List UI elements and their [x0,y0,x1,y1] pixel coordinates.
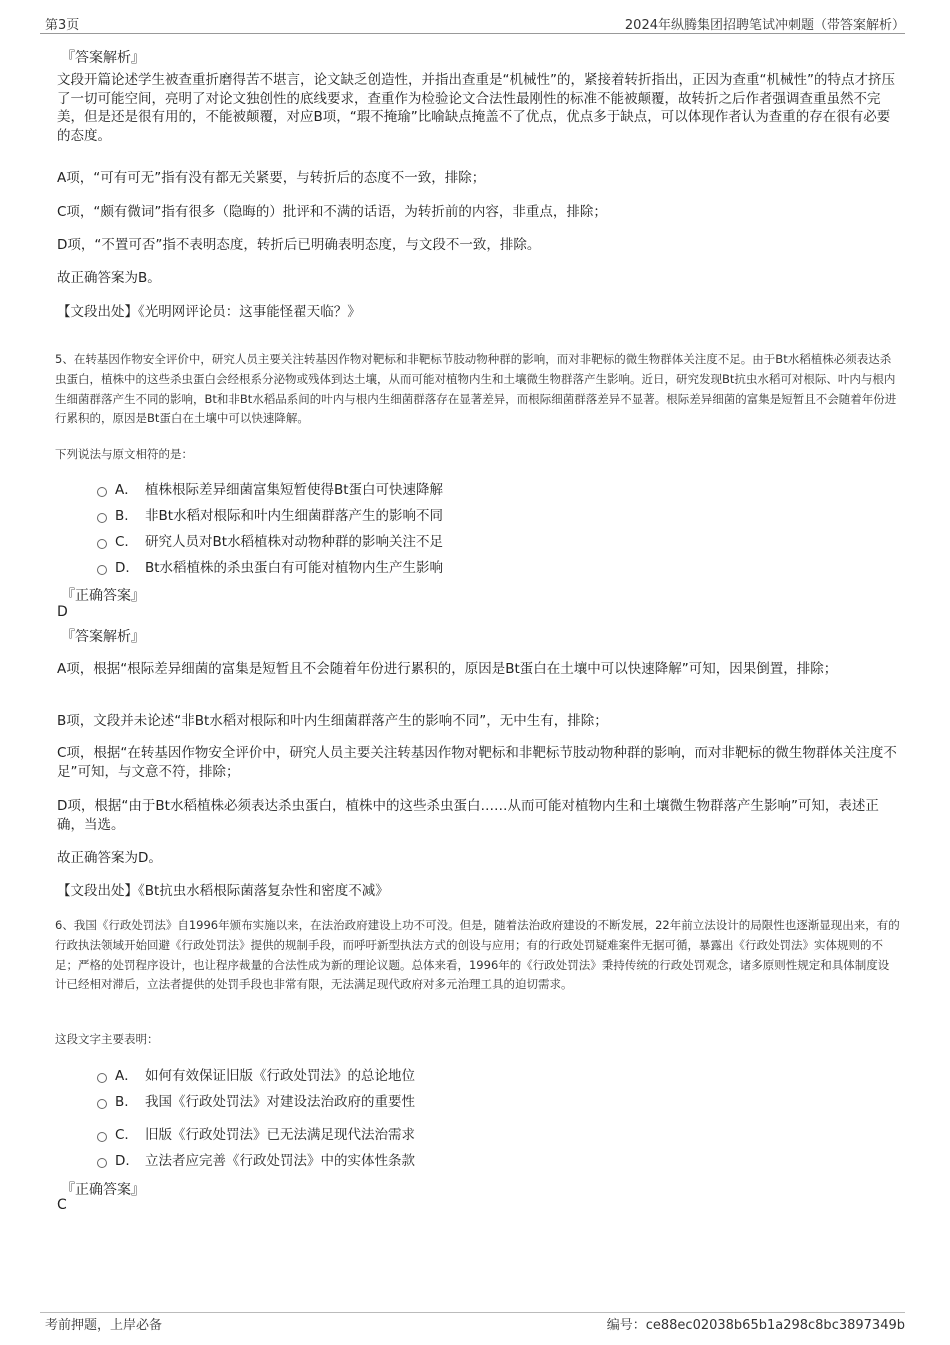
page-number: 第3页 [45,18,80,33]
option-b[interactable]: B. 我国《行政处罚法》对建设法治政府的重要性 [97,1093,415,1111]
analysis-option-d: D项，“不置可否”指不表明态度，转折后已明确表明态度，与文段不一致，排除。 [57,237,541,253]
analysis-option-a: A项，“可有可无”指有没有都无关紧要，与转折后的态度不一致，排除； [57,170,486,186]
option-d[interactable]: D. Bt水稻植株的杀虫蛋白有可能对植物内生产生影响 [97,559,443,577]
footer-divider [40,1312,905,1313]
radio-icon[interactable] [97,487,107,497]
answer-value: D [57,604,68,620]
option-a[interactable]: A． 如何有效保证旧版《行政处罚法》的总论地位 [97,1067,415,1085]
document-title: 2024年纵腾集团招聘笔试冲刺题（带答案解析） [624,18,905,33]
option-c[interactable]: C. 旧版《行政处罚法》已无法满足现代法治需求 [97,1126,415,1144]
analysis-label: 『答案解析』 [61,50,145,66]
analysis-option-d: D项，根据“由于Bt水稻植株必须表达杀虫蛋白，植株中的这些杀虫蛋白……从而可能对植物内生和土壤微生物群落产生影响”可知，表述正确，当选。 [57,798,879,833]
option-c[interactable]: C. 研究人员对Bt水稻植株对动物种群的影响关注不足 [97,533,443,551]
option-d[interactable]: D. 立法者应完善《行政处罚法》中的实体性条款 [97,1152,415,1170]
radio-icon[interactable] [97,1132,107,1142]
conclusion: 故正确答案为B。 [57,270,161,286]
source: 【文段出处】《Bt抗虫水稻根际菌落复杂性和密度不减》 [57,883,389,899]
radio-icon[interactable] [97,539,107,549]
radio-icon[interactable] [97,1099,107,1109]
analysis-option-b: B项，文段并未论述“非Bt水稻对根际和叶内生细菌群落产生的影响不同”，无中生有，排除； [57,713,608,729]
question-5-prompt: 下列说法与原文相符的是： [55,447,193,461]
answer-label: 『正确答案』 [61,1182,145,1198]
analysis-paragraph: 文段开篇论述学生被查重折磨得苦不堪言，论文缺乏创造性，并指出查重是“机械性”的，紧接着转折指出，正因为查重“机械性”的特点才挤压了一切可能空间，亮明了对论文独创性的底线要求，查重作为检验论文合法性最刚性的标准不能被颠覆，故转折之后作者强调查重虽然不完美，但是还是很有用的，不能被颠覆，对应B项，“瑕不掩瑜”比喻缺点掩盖不了优点，优点多于缺点，可以体现作者认为查重的存在很有必要的态度。 [57,72,895,144]
footer-slogan: 考前押题，上岸必备 [45,1318,163,1333]
source: 【文段出处】《光明网评论员：这事能怪翟天临？》 [57,304,361,320]
conclusion: 故正确答案为D。 [57,850,162,866]
analysis-option-a: A项，根据“根际差异细菌的富集是短暂且不会随着年份进行累积的，原因是Bt蛋白在土壤中可以快速降解”可知，因果倒置，排除； [57,661,838,677]
radio-icon[interactable] [97,1073,107,1083]
header-divider [40,33,905,34]
answer-label: 『正确答案』 [61,588,145,604]
option-b[interactable]: B. 非Bt水稻对根际和叶内生细菌群落产生的影响不同 [97,507,443,525]
analysis-option-c: C项，“颇有微词”指有很多（隐晦的）批评和不满的话语，为转折前的内容，非重点，排除； [57,204,607,220]
answer-value: C [57,1197,67,1213]
radio-icon[interactable] [97,513,107,523]
analysis-option-c: C项，根据“在转基因作物安全评价中，研究人员主要关注转基因作物对靶标和非靶标节肢动物种群的影响，而对非靶标的微生物群体关注度不足”可知，与文意不符，排除； [57,745,897,780]
question-6-text: 6、我国《行政处罚法》自1996年颁布实施以来，在法治政府建设上功不可没。但是，随着法治政府建设的不断发展，22年前立法设计的局限性也逐渐显现出来，有的行政执法领域开始回避《行政处罚法》提供的规制手段，而呼吁新型执法方式的创设与应用；有的行政处罚疑难案件无据可循，暴露出《行政处罚法》实体规则的不足；严格的处罚程序设计，也让程序裁量的合法性成为新的理论议题。总体来看，1996年的《行政处罚法》秉持传统的行政处罚观念，诸多原则性规定和具体制度设计已经相对滞后，立法者提供的处罚手段也非常有限，无法满足现代政府对多元治理工具的迫切需求。 [55,918,900,992]
option-a[interactable]: A． 植株根际差异细菌富集短暂使得Bt蛋白可快速降解 [97,481,443,499]
analysis-label: 『答案解析』 [61,629,145,645]
question-5-text: 5、在转基因作物安全评价中，研究人员主要关注转基因作物对靶标和非靶标节肢动物种群的影响，而对非靶标的微生物群体关注度不足。由于Bt水稻植株必须表达杀虫蛋白，植株中的这些杀虫蛋白会经根系分泌物或残体到达土壤，从而可能对植物内生和土壤微生物群落产生影响。近日，研究发现Bt抗虫水稻可对根际、叶内与根内生细菌群落产生不同的影响，Bt和非Bt水稻品系间的叶内与根内生细菌群落存在显著差异，而根际细菌群落差异不显著。根际差异细菌的富集是短暂且不会随着年份进行累积的，原因是Bt蛋白在土壤中可以快速降解。 [55,352,897,426]
radio-icon[interactable] [97,565,107,575]
document-code: 编号：ce88ec02038b65b1a298c8bc3897349b [606,1318,905,1333]
radio-icon[interactable] [97,1158,107,1168]
question-6-prompt: 这段文字主要表明： [55,1032,159,1046]
